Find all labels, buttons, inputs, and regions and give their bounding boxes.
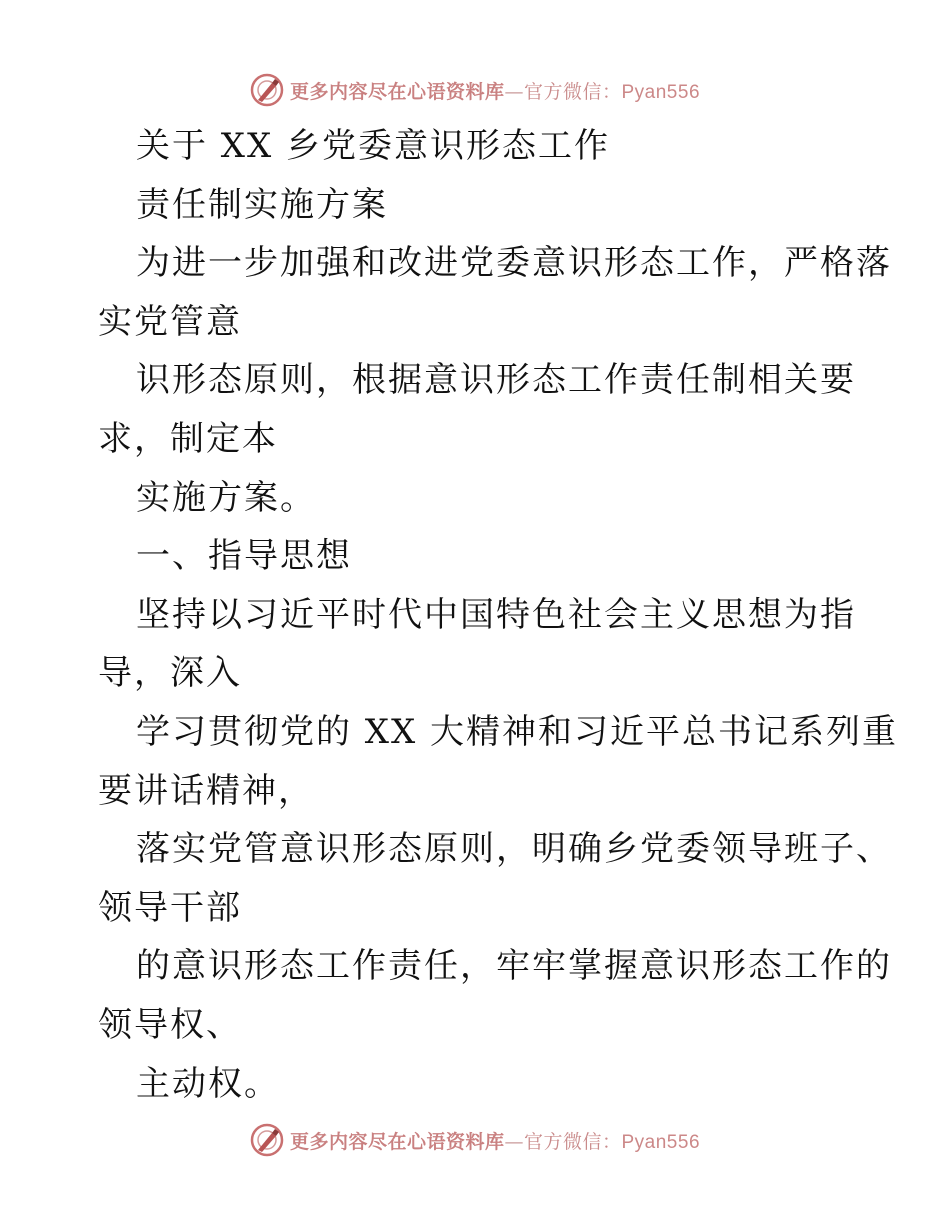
watermark-channel: 官方微信：: [523, 80, 622, 103]
document-line: 落实党管意识形态原则，明确乡党委领导班子、: [136, 829, 892, 870]
watermark-brand: 更多内容尽在心语资料库: [289, 1130, 505, 1153]
watermark-separator: —: [504, 1130, 524, 1153]
pen-logo-icon: [250, 73, 284, 107]
document-line: 领导干部: [98, 887, 242, 928]
header-watermark: [0, 70, 950, 110]
document-line: 主动权。: [136, 1063, 280, 1104]
document-line: 的意识形态工作责任，牢牢掌握意识形态工作的: [136, 946, 892, 987]
document-line: 关于 XX 乡党委意识形态工作: [136, 126, 611, 166]
document-line: 导，深入: [98, 653, 242, 694]
document-line: 一、指导思想: [136, 536, 352, 577]
document-line: 坚持以习近平时代中国特色社会主义思想为指: [136, 594, 856, 635]
document-line: 识形态原则，根据意识形态工作责任制相关要: [136, 360, 856, 401]
document-body: [98, 117, 899, 1113]
footer-watermark: [0, 1120, 950, 1160]
document-line: 要讲话精神，: [98, 770, 314, 811]
document-line: 实施方案。: [136, 477, 316, 518]
document-line: 求，制定本: [98, 418, 278, 459]
pen-logo-icon: [250, 1123, 284, 1157]
watermark-code: Pyan556: [621, 81, 701, 103]
document-line: 责任制实施方案: [136, 184, 388, 225]
watermark-separator: —: [504, 80, 524, 103]
watermark-code: Pyan556: [621, 1131, 701, 1153]
watermark-channel: 官方微信：: [523, 1130, 622, 1153]
document-line: 实党管意: [98, 301, 242, 342]
document-line: 学习贯彻党的 XX 大精神和习近平总书记系列重: [136, 711, 899, 752]
document-line: 领导权、: [98, 1004, 242, 1045]
watermark-brand: 更多内容尽在心语资料库: [289, 80, 505, 103]
document-line: 为进一步加强和改进党委意识形态工作，严格落: [136, 243, 892, 284]
